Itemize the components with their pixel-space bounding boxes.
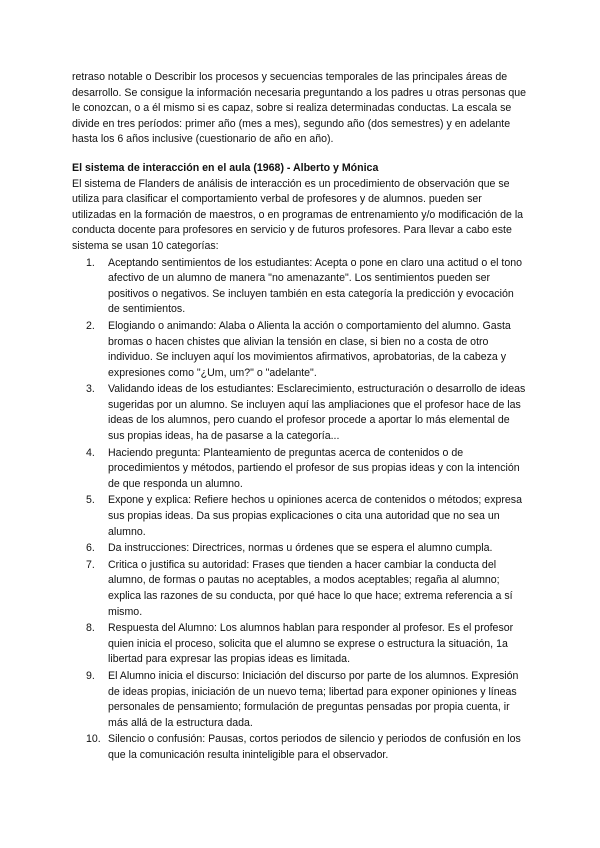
category-text: Validando ideas de los estudiantes: Esclarecimiento, estructuración o desarrollo de ideas sugeridas por un alumno. Se incluyen aquí las ampliaciones que el profesor hace de las ideas de los alumnos, pero cuando el profesor procede a aportar lo más elemental de sus propias ideas, ha de pasarse a la categoría... bbox=[108, 383, 526, 443]
category-number: 8. bbox=[86, 622, 95, 635]
category-text: Critica o justifica su autoridad: Frases que tienden a hacer cambiar la conducta del alumno, de formas o pautas no aceptables, a modos aceptables; regaña al alumno; explica las razones de su conducta, por qué hace lo que hace; extrema referencia a sí mismo. bbox=[108, 558, 513, 618]
category-number: 7. bbox=[86, 558, 95, 571]
category-item bbox=[72, 446, 528, 493]
category-text: Da instrucciones: Directrices, normas u órdenes que se espera el alumno cumpla. bbox=[108, 542, 493, 555]
category-item bbox=[72, 319, 528, 381]
category-number: 2. bbox=[86, 319, 95, 332]
category-item bbox=[72, 732, 528, 763]
category-number: 4. bbox=[86, 446, 95, 459]
category-list bbox=[72, 256, 528, 764]
category-item bbox=[72, 256, 528, 318]
category-text: El Alumno inicia el discurso: Iniciación del discurso por parte de los alumnos. Expresión de ideas propias, iniciación de un nuevo tema; libertad para exponer opiniones y líneas personales de pensamiento; formulación de preguntas pensadas por propia cuenta, ir más allá de la estructura dada. bbox=[108, 669, 519, 729]
section-body: El sistema de Flanders de análisis de interacción es un procedimiento de observación que se utiliza para clasificar el comportamiento verbal de profesores y de alumnos. pueden ser utilizadas en la formación de maestros, o en programas de entrenamiento y/o modificación de la conducta docente para profesores en servicio y de futuros profesores. Para llevar a cabo este sistema se usan 10 categorías: bbox=[72, 177, 524, 252]
category-text: Expone y explica: Refiere hechos u opiniones acerca de contenidos o métodos; expresa sus propias ideas. Da sus propias explicaciones o cita una autoridad que no sea un alumno. bbox=[108, 494, 522, 538]
category-text: Respuesta del Alumno: Los alumnos hablan para responder al profesor. Es el profesor quien inicia el proceso, solicita que el alumno se exprese o estructura la situación, 1a libertad para expresar las propias ideas es limitada. bbox=[108, 622, 514, 666]
category-text: Haciendo pregunta: Planteamiento de preguntas acerca de contenidos o de procedimientos y métodos, partiendo el profesor de sus propias ideas y con la intención de que responda un alumno. bbox=[108, 446, 520, 490]
category-number: 9. bbox=[86, 669, 95, 682]
category-item bbox=[72, 669, 528, 731]
category-number: 5. bbox=[86, 494, 95, 507]
category-number: 6. bbox=[86, 542, 95, 555]
category-item bbox=[72, 493, 528, 540]
page-content bbox=[72, 70, 528, 764]
category-number: 3. bbox=[86, 383, 95, 396]
category-item bbox=[72, 541, 528, 557]
category-number: 1. bbox=[86, 256, 95, 269]
category-item bbox=[72, 382, 528, 444]
section-heading: El sistema de interacción en el aula (1968) - Alberto y Mónica bbox=[72, 161, 379, 174]
category-item bbox=[72, 558, 528, 620]
category-text: Silencio o confusión: Pausas, cortos periodos de silencio y periodos de confusión en los que la comunicación resulta ininteligible para el observador. bbox=[108, 733, 521, 761]
category-item bbox=[72, 621, 528, 668]
category-text: Aceptando sentimientos de los estudiantes: Acepta o pone en claro una actitud o el tono afectivo de un alumno de manera "no amenazante". Los sentimientos pueden ser positivos o negativos. Se incluyen también en esta categoría la predicción y evocación de sentimientos. bbox=[108, 256, 523, 316]
intro-paragraph: retraso notable o Describir los procesos y secuencias temporales de las principales áreas de desarrollo. Se consigue la información necesaria preguntando a los padres u otras personas que le conozcan, o a él mismo si es capaz, sobre si realiza determinadas conductas. La escala se divide en tres períodos: primer año (mes a mes), segundo año (dos semestres) y en adelante hasta los 6 años inclusive (cuestionario de año en año). bbox=[72, 71, 527, 146]
category-number: 10. bbox=[86, 733, 101, 746]
category-text: Elogiando o animando: Alaba o Alienta la acción o comportamiento del alumno. Gasta bromas o hacen chistes que alivian la tensión en clase, si bien no a costa de otro individuo. Se incluyen aquí los movimientos afirmativos, aprobatorias, de la cabeza y expresiones como "¿Um, um?" o "adelante". bbox=[108, 319, 511, 379]
